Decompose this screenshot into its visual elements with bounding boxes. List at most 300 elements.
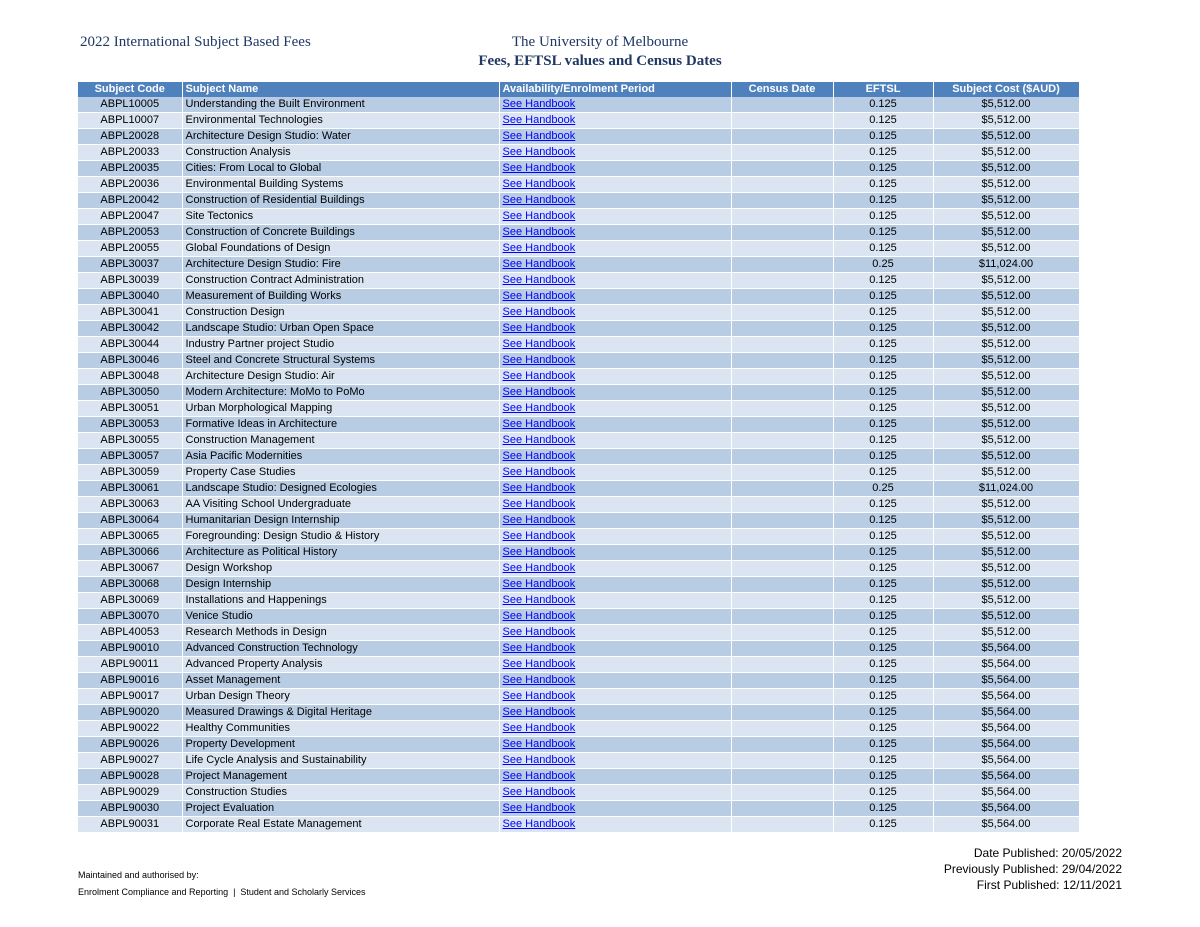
subject-code-cell: ABPL30039 — [78, 273, 182, 289]
eftsl-cell: 0.125 — [833, 241, 933, 257]
availability-cell — [499, 433, 731, 449]
availability-cell — [499, 449, 731, 465]
subject-code-cell: ABPL10005 — [78, 97, 182, 113]
census-date-cell — [731, 305, 833, 321]
eftsl-cell: 0.125 — [833, 529, 933, 545]
availability-cell — [499, 401, 731, 417]
availability-cell — [499, 225, 731, 241]
see-handbook-link[interactable]: See Handbook — [502, 754, 576, 766]
census-date-cell — [731, 433, 833, 449]
see-handbook-link[interactable]: See Handbook — [502, 98, 576, 110]
eftsl-cell: 0.125 — [833, 129, 933, 145]
see-handbook-link[interactable]: See Handbook — [502, 434, 576, 446]
see-handbook-link[interactable]: See Handbook — [502, 578, 576, 590]
subject-code-cell: ABPL30059 — [78, 465, 182, 481]
see-handbook-link[interactable]: See Handbook — [502, 418, 576, 430]
see-handbook-link[interactable]: See Handbook — [502, 770, 576, 782]
subject-code-cell: ABPL90016 — [78, 673, 182, 689]
subject-code-cell: ABPL30040 — [78, 289, 182, 305]
availability-cell — [499, 321, 731, 337]
table-row — [78, 209, 1079, 225]
subject-cost-cell: $5,512.00 — [933, 545, 1079, 561]
table-row — [78, 369, 1079, 385]
eftsl-cell: 0.125 — [833, 321, 933, 337]
subject-cost-cell: $11,024.00 — [933, 257, 1079, 273]
availability-cell — [499, 801, 731, 817]
maintained-label: Maintained and authorised by: — [78, 870, 199, 880]
eftsl-cell: 0.125 — [833, 705, 933, 721]
eftsl-cell: 0.125 — [833, 353, 933, 369]
availability-cell — [499, 785, 731, 801]
eftsl-cell: 0.125 — [833, 305, 933, 321]
subject-code-cell: ABPL90011 — [78, 657, 182, 673]
census-date-cell — [731, 385, 833, 401]
subject-cost-cell: $5,512.00 — [933, 305, 1079, 321]
footer-dates-block — [944, 845, 1122, 893]
subject-name-cell: Construction Studies — [182, 785, 499, 801]
table-row — [78, 305, 1079, 321]
subject-code-cell: ABPL90030 — [78, 801, 182, 817]
eftsl-cell: 0.125 — [833, 273, 933, 289]
page-subtitle: Fees, EFTSL values and Census Dates — [478, 53, 722, 69]
subject-cost-cell: $5,512.00 — [933, 209, 1079, 225]
subject-name-cell: Measurement of Building Works — [182, 289, 499, 305]
table-row — [78, 513, 1079, 529]
university-name: The University of Melbourne — [511, 34, 689, 50]
availability-cell — [499, 721, 731, 737]
see-handbook-link[interactable]: See Handbook — [502, 130, 576, 142]
availability-cell — [499, 145, 731, 161]
subject-cost-cell: $5,512.00 — [933, 449, 1079, 465]
census-date-cell — [731, 609, 833, 625]
availability-cell — [499, 257, 731, 273]
eftsl-cell: 0.125 — [833, 97, 933, 113]
subject-cost-cell: $5,512.00 — [933, 529, 1079, 545]
see-handbook-link[interactable]: See Handbook — [502, 370, 576, 382]
availability-cell — [499, 737, 731, 753]
subject-code-cell: ABPL90028 — [78, 769, 182, 785]
subject-name-cell: Landscape Studio: Urban Open Space — [182, 321, 499, 337]
availability-cell — [499, 769, 731, 785]
subject-name-cell: Urban Design Theory — [182, 689, 499, 705]
see-handbook-link[interactable]: See Handbook — [502, 386, 576, 398]
see-handbook-link[interactable]: See Handbook — [502, 802, 576, 814]
census-date-cell — [731, 97, 833, 113]
see-handbook-link[interactable]: See Handbook — [502, 402, 576, 414]
see-handbook-link[interactable]: See Handbook — [502, 114, 576, 126]
subject-cost-cell: $5,512.00 — [933, 593, 1079, 609]
availability-cell — [499, 353, 731, 369]
subject-cost-cell: $5,512.00 — [933, 577, 1079, 593]
table-row — [78, 545, 1079, 561]
subject-cost-cell: $5,512.00 — [933, 625, 1079, 641]
availability-cell — [499, 161, 731, 177]
availability-cell — [499, 97, 731, 113]
subject-code-cell: ABPL20047 — [78, 209, 182, 225]
date-published: Date Published: 20/05/2022 — [973, 846, 1122, 860]
eftsl-cell: 0.125 — [833, 673, 933, 689]
table-row — [78, 641, 1079, 657]
eftsl-cell: 0.125 — [833, 433, 933, 449]
census-date-cell — [731, 817, 833, 833]
subject-cost-cell: $5,564.00 — [933, 689, 1079, 705]
availability-cell — [499, 289, 731, 305]
subject-code-cell: ABPL90017 — [78, 689, 182, 705]
availability-cell — [499, 673, 731, 689]
subject-cost-cell: $5,512.00 — [933, 273, 1079, 289]
subject-cost-cell: $5,512.00 — [933, 369, 1079, 385]
table-row — [78, 657, 1079, 673]
census-date-cell — [731, 129, 833, 145]
table-row — [78, 609, 1079, 625]
census-date-cell — [731, 577, 833, 593]
subject-name-cell: Environmental Technologies — [182, 113, 499, 129]
subject-cost-cell: $5,564.00 — [933, 641, 1079, 657]
census-date-cell — [731, 321, 833, 337]
eftsl-cell: 0.25 — [833, 257, 933, 273]
see-handbook-link[interactable]: See Handbook — [502, 562, 576, 574]
availability-cell — [499, 369, 731, 385]
availability-cell — [499, 545, 731, 561]
table-row — [78, 465, 1079, 481]
subject-name-cell: Humanitarian Design Internship — [182, 513, 499, 529]
subject-name-cell: Installations and Happenings — [182, 593, 499, 609]
eftsl-cell: 0.125 — [833, 513, 933, 529]
see-handbook-link[interactable]: See Handbook — [502, 226, 576, 238]
subject-name-cell: Site Tectonics — [182, 209, 499, 225]
table-row — [78, 625, 1079, 641]
see-handbook-link[interactable]: See Handbook — [502, 818, 576, 830]
maintainer-org: Enrolment Compliance and Reporting | Student and Scholarly Services — [78, 887, 366, 897]
see-handbook-link[interactable]: See Handbook — [502, 242, 576, 254]
see-handbook-link[interactable]: See Handbook — [502, 466, 576, 478]
subject-name-cell: Foregrounding: Design Studio & History — [182, 529, 499, 545]
col-header-subject-code: Subject Code — [78, 82, 182, 97]
subject-name-cell: Steel and Concrete Structural Systems — [182, 353, 499, 369]
availability-cell — [499, 817, 731, 833]
census-date-cell — [731, 785, 833, 801]
eftsl-cell: 0.125 — [833, 561, 933, 577]
census-date-cell — [731, 401, 833, 417]
table-row — [78, 785, 1079, 801]
table-row — [78, 417, 1079, 433]
table-header-row — [78, 82, 1079, 97]
table-row — [78, 97, 1079, 113]
eftsl-cell: 0.125 — [833, 641, 933, 657]
subject-cost-cell: $5,512.00 — [933, 609, 1079, 625]
eftsl-cell: 0.125 — [833, 289, 933, 305]
eftsl-cell: 0.125 — [833, 497, 933, 513]
see-handbook-link[interactable]: See Handbook — [502, 642, 576, 654]
subject-name-cell: Understanding the Built Environment — [182, 97, 499, 113]
subject-name-cell: Venice Studio — [182, 609, 499, 625]
census-date-cell — [731, 673, 833, 689]
availability-cell — [499, 657, 731, 673]
subject-name-cell: AA Visiting School Undergraduate — [182, 497, 499, 513]
subject-cost-cell: $5,564.00 — [933, 705, 1079, 721]
subject-code-cell: ABPL30055 — [78, 433, 182, 449]
table-row — [78, 721, 1079, 737]
see-handbook-link[interactable]: See Handbook — [502, 498, 576, 510]
census-date-cell — [731, 161, 833, 177]
subject-code-cell: ABPL30068 — [78, 577, 182, 593]
subject-name-cell: Urban Morphological Mapping — [182, 401, 499, 417]
see-handbook-link[interactable]: See Handbook — [502, 450, 576, 462]
availability-cell — [499, 465, 731, 481]
census-date-cell — [731, 225, 833, 241]
subject-name-cell: Modern Architecture: MoMo to PoMo — [182, 385, 499, 401]
eftsl-cell: 0.125 — [833, 145, 933, 161]
subject-cost-cell: $5,512.00 — [933, 561, 1079, 577]
subject-code-cell: ABPL20033 — [78, 145, 182, 161]
see-handbook-link[interactable]: See Handbook — [502, 146, 576, 158]
availability-cell — [499, 273, 731, 289]
eftsl-cell: 0.125 — [833, 113, 933, 129]
eftsl-cell: 0.125 — [833, 449, 933, 465]
subject-cost-cell: $5,512.00 — [933, 193, 1079, 209]
table-row — [78, 129, 1079, 145]
census-date-cell — [731, 353, 833, 369]
eftsl-cell: 0.125 — [833, 465, 933, 481]
subject-code-cell: ABPL10007 — [78, 113, 182, 129]
census-date-cell — [731, 449, 833, 465]
see-handbook-link[interactable]: See Handbook — [502, 530, 576, 542]
see-handbook-link[interactable]: See Handbook — [502, 354, 576, 366]
subject-code-cell: ABPL30057 — [78, 449, 182, 465]
see-handbook-link[interactable]: See Handbook — [502, 290, 576, 302]
previously-published: Previously Published: 29/04/2022 — [943, 862, 1122, 876]
subject-cost-cell: $5,512.00 — [933, 513, 1079, 529]
eftsl-cell: 0.25 — [833, 481, 933, 497]
subject-cost-cell: $5,512.00 — [933, 465, 1079, 481]
subject-code-cell: ABPL30063 — [78, 497, 182, 513]
census-date-cell — [731, 801, 833, 817]
see-handbook-link[interactable]: See Handbook — [502, 482, 576, 494]
subject-name-cell: Advanced Property Analysis — [182, 657, 499, 673]
subject-code-cell: ABPL30067 — [78, 561, 182, 577]
see-handbook-link[interactable]: See Handbook — [502, 738, 576, 750]
census-date-cell — [731, 753, 833, 769]
table-row — [78, 529, 1079, 545]
census-date-cell — [731, 177, 833, 193]
subject-name-cell: Construction Contract Administration — [182, 273, 499, 289]
see-handbook-link[interactable]: See Handbook — [502, 690, 576, 702]
subject-cost-cell: $5,512.00 — [933, 321, 1079, 337]
table-row — [78, 433, 1079, 449]
subject-cost-cell: $5,564.00 — [933, 721, 1079, 737]
table-row — [78, 481, 1079, 497]
census-date-cell — [731, 465, 833, 481]
subject-cost-cell: $5,512.00 — [933, 337, 1079, 353]
eftsl-cell: 0.125 — [833, 545, 933, 561]
subject-name-cell: Architecture Design Studio: Air — [182, 369, 499, 385]
subject-code-cell: ABPL30050 — [78, 385, 182, 401]
census-date-cell — [731, 705, 833, 721]
subject-code-cell: ABPL30041 — [78, 305, 182, 321]
subject-code-cell: ABPL40053 — [78, 625, 182, 641]
eftsl-cell: 0.125 — [833, 689, 933, 705]
availability-cell — [499, 177, 731, 193]
eftsl-cell: 0.125 — [833, 385, 933, 401]
subject-code-cell: ABPL30051 — [78, 401, 182, 417]
footer-maintained-block — [78, 867, 366, 901]
see-handbook-link[interactable]: See Handbook — [502, 786, 576, 798]
census-date-cell — [731, 241, 833, 257]
eftsl-cell: 0.125 — [833, 769, 933, 785]
see-handbook-link[interactable]: See Handbook — [502, 626, 576, 638]
see-handbook-link[interactable]: See Handbook — [502, 210, 576, 222]
subject-code-cell: ABPL90010 — [78, 641, 182, 657]
eftsl-cell: 0.125 — [833, 737, 933, 753]
census-date-cell — [731, 721, 833, 737]
census-date-cell — [731, 193, 833, 209]
see-handbook-link[interactable]: See Handbook — [502, 706, 576, 718]
subject-code-cell: ABPL30070 — [78, 609, 182, 625]
see-handbook-link[interactable]: See Handbook — [502, 322, 576, 334]
eftsl-cell: 0.125 — [833, 193, 933, 209]
document-title-left: 2022 International Subject Based Fees — [80, 34, 311, 50]
subject-cost-cell: $5,512.00 — [933, 97, 1079, 113]
eftsl-cell: 0.125 — [833, 785, 933, 801]
eftsl-cell: 0.125 — [833, 401, 933, 417]
subject-code-cell: ABPL90027 — [78, 753, 182, 769]
subject-cost-cell: $5,512.00 — [933, 241, 1079, 257]
eftsl-cell: 0.125 — [833, 577, 933, 593]
subject-name-cell: Asset Management — [182, 673, 499, 689]
census-date-cell — [731, 657, 833, 673]
eftsl-cell: 0.125 — [833, 209, 933, 225]
table-row — [78, 577, 1079, 593]
table-row — [78, 177, 1079, 193]
subject-code-cell: ABPL30069 — [78, 593, 182, 609]
subject-code-cell: ABPL20035 — [78, 161, 182, 177]
see-handbook-link[interactable]: See Handbook — [502, 306, 576, 318]
table-row — [78, 257, 1079, 273]
see-handbook-link[interactable]: See Handbook — [502, 610, 576, 622]
eftsl-cell: 0.125 — [833, 337, 933, 353]
subject-name-cell: Architecture Design Studio: Water — [182, 129, 499, 145]
subject-cost-cell: $11,024.00 — [933, 481, 1079, 497]
subject-code-cell: ABPL30048 — [78, 369, 182, 385]
subject-name-cell: Research Methods in Design — [182, 625, 499, 641]
table-row — [78, 769, 1079, 785]
eftsl-cell: 0.125 — [833, 609, 933, 625]
table-row — [78, 689, 1079, 705]
see-handbook-link[interactable]: See Handbook — [502, 546, 576, 558]
table-row — [78, 593, 1079, 609]
census-date-cell — [731, 561, 833, 577]
subject-cost-cell: $5,512.00 — [933, 289, 1079, 305]
subject-name-cell: Design Internship — [182, 577, 499, 593]
subject-name-cell: Industry Partner project Studio — [182, 337, 499, 353]
subject-name-cell: Environmental Building Systems — [182, 177, 499, 193]
see-handbook-link[interactable]: See Handbook — [502, 514, 576, 526]
subject-cost-cell: $5,564.00 — [933, 657, 1079, 673]
subject-cost-cell: $5,564.00 — [933, 753, 1079, 769]
availability-cell — [499, 513, 731, 529]
availability-cell — [499, 305, 731, 321]
availability-cell — [499, 689, 731, 705]
census-date-cell — [731, 737, 833, 753]
subject-cost-cell: $5,512.00 — [933, 433, 1079, 449]
subject-code-cell: ABPL30042 — [78, 321, 182, 337]
table-row — [78, 753, 1079, 769]
table-row — [78, 241, 1079, 257]
eftsl-cell: 0.125 — [833, 721, 933, 737]
subject-code-cell: ABPL30061 — [78, 481, 182, 497]
eftsl-cell: 0.125 — [833, 417, 933, 433]
see-handbook-link[interactable]: See Handbook — [502, 274, 576, 286]
see-handbook-link[interactable]: See Handbook — [502, 178, 576, 190]
census-date-cell — [731, 257, 833, 273]
availability-cell — [499, 209, 731, 225]
subject-cost-cell: $5,512.00 — [933, 353, 1079, 369]
census-date-cell — [731, 289, 833, 305]
subject-cost-cell: $5,512.00 — [933, 161, 1079, 177]
census-date-cell — [731, 369, 833, 385]
table-row — [78, 289, 1079, 305]
table-row — [78, 337, 1079, 353]
census-date-cell — [731, 273, 833, 289]
availability-cell — [499, 193, 731, 209]
eftsl-cell: 0.125 — [833, 817, 933, 833]
census-date-cell — [731, 481, 833, 497]
availability-cell — [499, 129, 731, 145]
subject-code-cell: ABPL20036 — [78, 177, 182, 193]
availability-cell — [499, 417, 731, 433]
table-row — [78, 449, 1079, 465]
census-date-cell — [731, 209, 833, 225]
table-row — [78, 321, 1079, 337]
table-row — [78, 561, 1079, 577]
census-date-cell — [731, 641, 833, 657]
see-handbook-link[interactable]: See Handbook — [502, 258, 576, 270]
census-date-cell — [731, 417, 833, 433]
subject-code-cell: ABPL90029 — [78, 785, 182, 801]
see-handbook-link[interactable]: See Handbook — [502, 722, 576, 734]
subject-code-cell: ABPL30044 — [78, 337, 182, 353]
subject-name-cell: Advanced Construction Technology — [182, 641, 499, 657]
availability-cell — [499, 609, 731, 625]
subject-name-cell: Global Foundations of Design — [182, 241, 499, 257]
col-header-eftsl: EFTSL — [833, 82, 933, 97]
subject-cost-cell: $5,512.00 — [933, 145, 1079, 161]
subject-name-cell: Formative Ideas in Architecture — [182, 417, 499, 433]
see-handbook-link[interactable]: See Handbook — [502, 338, 576, 350]
subject-name-cell: Cities: From Local to Global — [182, 161, 499, 177]
table-row — [78, 225, 1079, 241]
subject-cost-cell: $5,512.00 — [933, 129, 1079, 145]
table-row — [78, 705, 1079, 721]
subject-code-cell: ABPL30064 — [78, 513, 182, 529]
census-date-cell — [731, 497, 833, 513]
subject-code-cell: ABPL30037 — [78, 257, 182, 273]
subject-name-cell: Construction Management — [182, 433, 499, 449]
see-handbook-link[interactable]: See Handbook — [502, 194, 576, 206]
see-handbook-link[interactable]: See Handbook — [502, 658, 576, 670]
subject-cost-cell: $5,564.00 — [933, 785, 1079, 801]
table-row — [78, 497, 1079, 513]
subject-cost-cell: $5,512.00 — [933, 225, 1079, 241]
see-handbook-link[interactable]: See Handbook — [502, 594, 576, 606]
availability-cell — [499, 577, 731, 593]
eftsl-cell: 0.125 — [833, 801, 933, 817]
subject-name-cell: Project Management — [182, 769, 499, 785]
subject-name-cell: Asia Pacific Modernities — [182, 449, 499, 465]
col-header-subject-cost: Subject Cost ($AUD) — [933, 82, 1079, 97]
see-handbook-link[interactable]: See Handbook — [502, 674, 576, 686]
see-handbook-link[interactable]: See Handbook — [502, 162, 576, 174]
